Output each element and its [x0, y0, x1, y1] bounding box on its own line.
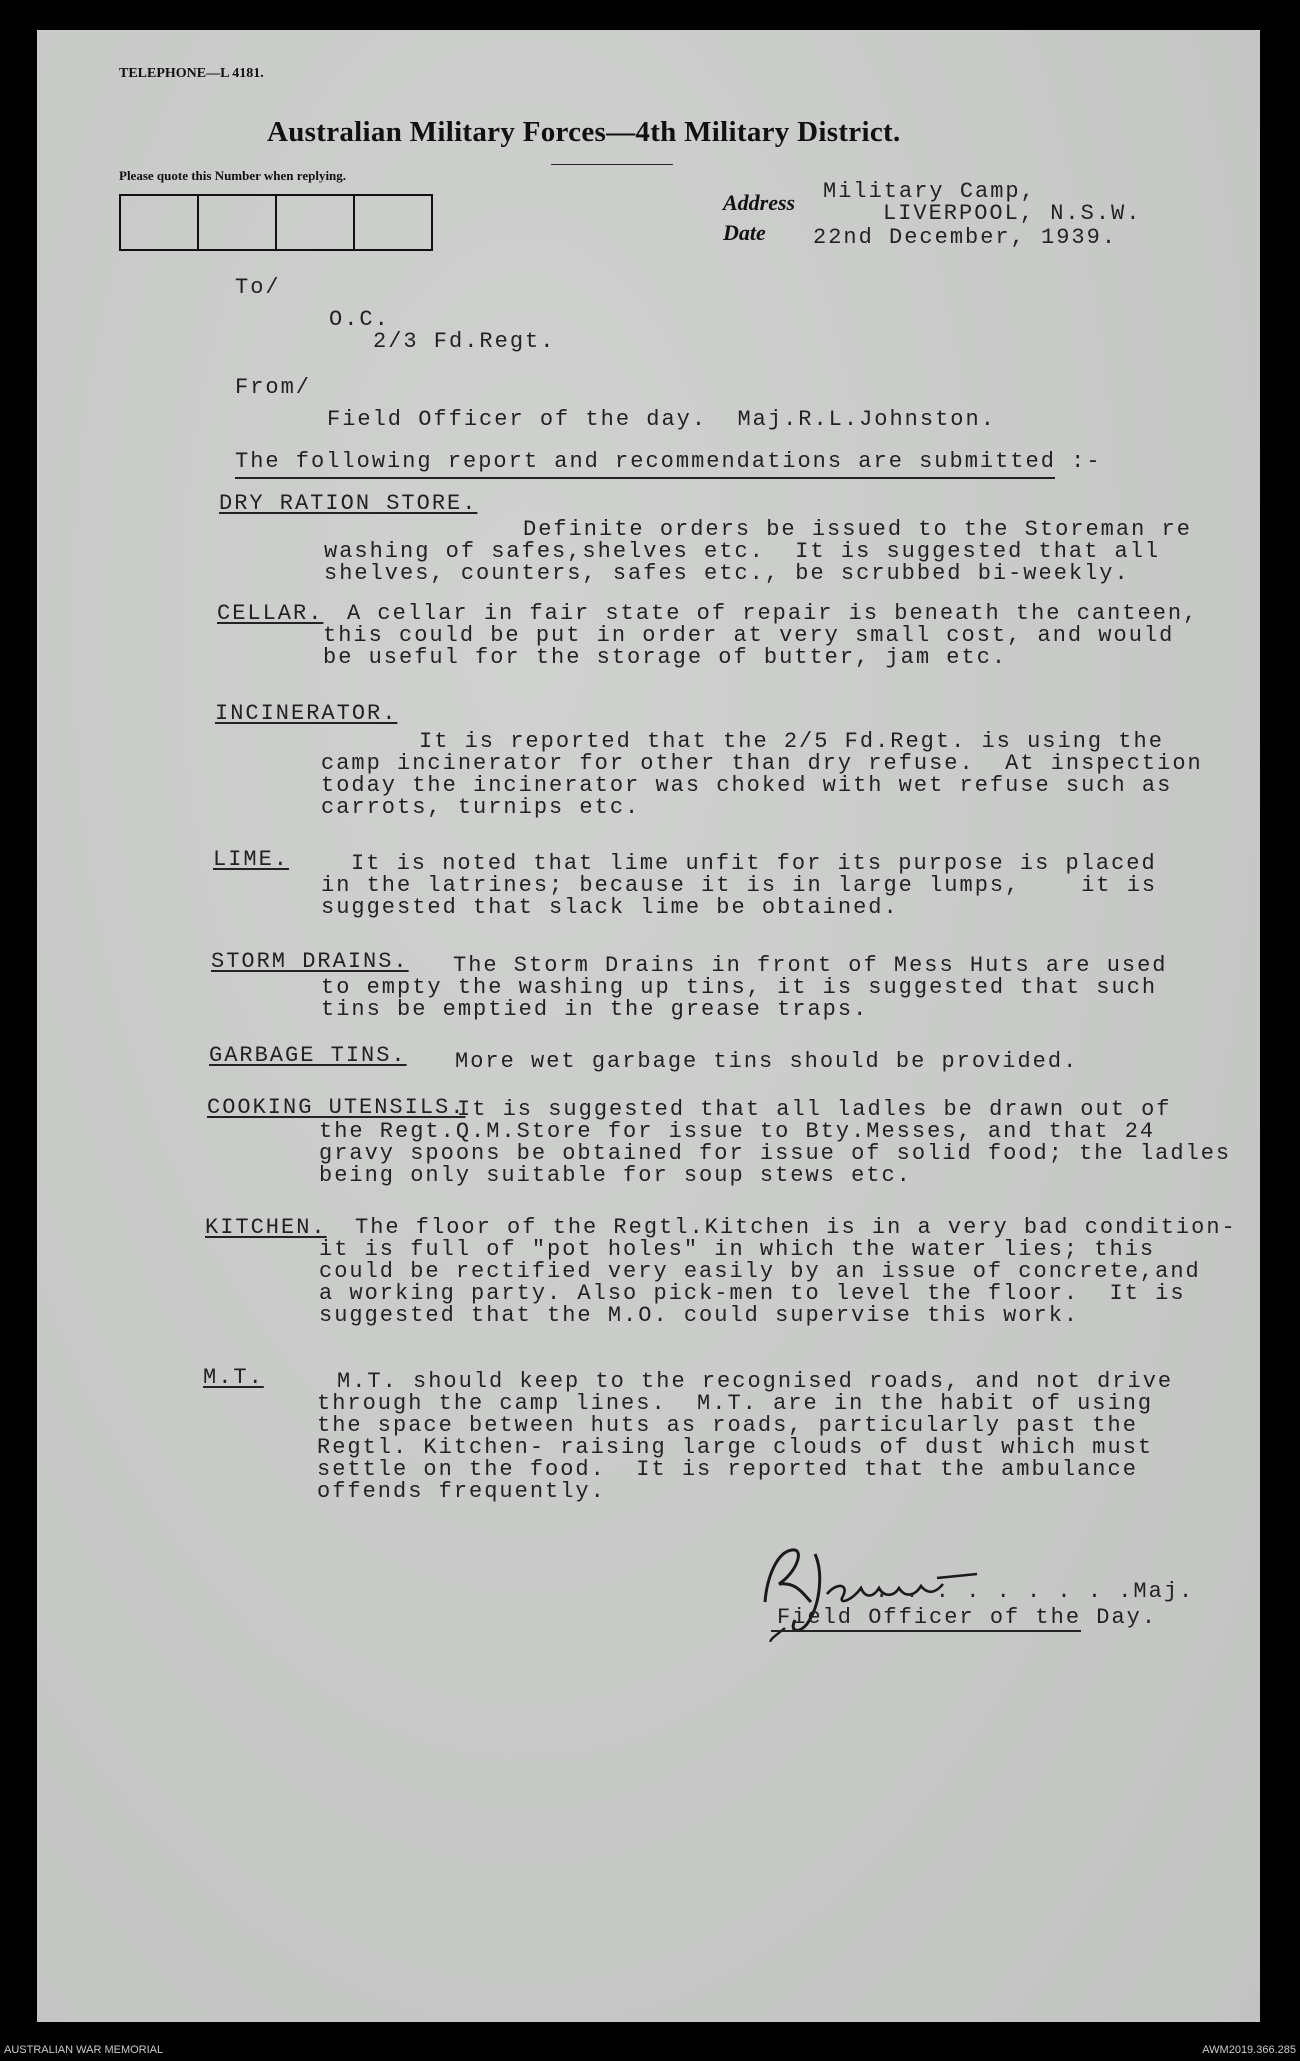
- address-line-2: LIVERPOOL, N.S.W.: [883, 201, 1142, 226]
- section-line: washing of safes,shelves etc. It is suggested that all: [324, 539, 1161, 564]
- section-line: offends frequently.: [317, 1479, 606, 1504]
- letterhead-title: Australian Military Forces—4th Military District.: [267, 116, 901, 148]
- intro-underline: [235, 477, 1055, 479]
- reference-cell: [121, 196, 199, 249]
- section-line: M.T. should keep to the recognised roads, and not drive: [337, 1369, 1174, 1394]
- section-line: it is full of "pot holes" in which the water lies; this: [319, 1237, 1156, 1262]
- section-heading: KITCHEN.: [205, 1215, 327, 1240]
- section-line: being only suitable for soup stews etc.: [319, 1163, 912, 1188]
- address-line-1: Military Camp,: [823, 179, 1036, 204]
- document-page: [37, 30, 1260, 2022]
- section-line: It is noted that lime unfit for its purpose is placed: [351, 851, 1157, 876]
- section-line: the space between huts as roads, particularly past the: [317, 1413, 1138, 1438]
- to-line-1: O.C.: [329, 307, 390, 332]
- signature-title: Field Officer of the Day.: [777, 1605, 1158, 1630]
- reference-number-box: [119, 194, 433, 251]
- section-line: It is suggested that all ladles be drawn out of: [457, 1097, 1172, 1122]
- section-line: gravy spoons be obtained for issue of solid food; the ladles: [319, 1141, 1232, 1166]
- reference-cell: [277, 196, 355, 249]
- reference-cell: [355, 196, 431, 249]
- section-line: shelves, counters, safes etc., be scrubbed bi-weekly.: [324, 561, 1130, 586]
- section-line: The floor of the Regtl.Kitchen is in a very bad condition-: [355, 1215, 1237, 1240]
- section-line: It is reported that the 2/5 Fd.Regt. is using the: [419, 729, 1164, 754]
- section-line: camp incinerator for other than dry refuse. At inspection: [321, 751, 1203, 776]
- footer-left: AUSTRALIAN WAR MEMORIAL: [4, 2044, 164, 2056]
- section-heading: M.T.: [203, 1365, 264, 1390]
- section-heading: INCINERATOR.: [215, 701, 398, 726]
- date-label: Date: [723, 220, 766, 245]
- section-line: suggested that slack lime be obtained.: [321, 895, 899, 920]
- intro-line: The following report and recommendations are submitted :-: [235, 449, 1102, 474]
- section-line: today the incinerator was choked with wet refuse such as: [321, 773, 1173, 798]
- section-line: The Storm Drains in front of Mess Huts are used: [453, 953, 1168, 978]
- section-heading: COOKING UTENSILS.: [207, 1095, 466, 1120]
- section-line: suggested that the M.O. could supervise this work.: [319, 1303, 1080, 1328]
- date-value: 22nd December, 1939.: [813, 225, 1118, 250]
- section-line: through the camp lines. M.T. are in the habit of using: [317, 1391, 1154, 1416]
- section-heading: LIME.: [213, 847, 290, 872]
- section-line: carrots, turnips etc.: [321, 795, 641, 820]
- section-line: settle on the food. It is reported that the ambulance: [317, 1457, 1138, 1482]
- to-label: To/: [235, 275, 281, 300]
- signature-dots-rank: . . . . . . . . .Maj.: [875, 1579, 1195, 1604]
- section-line: this could be put in order at very small cost, and would: [323, 623, 1175, 648]
- section-line: a working party. Also pick-men to level the floor. It is: [319, 1281, 1186, 1306]
- title-rule: [551, 164, 673, 165]
- reference-cell: [199, 196, 277, 249]
- section-line: A cellar in fair state of repair is beneath the canteen,: [347, 601, 1199, 626]
- to-line-2: 2/3 Fd.Regt.: [373, 329, 556, 354]
- telephone-line: TELEPHONE—L 4181.: [119, 66, 264, 81]
- section-line: to empty the washing up tins, it is suggested that such: [321, 975, 1158, 1000]
- section-line: the Regt.Q.M.Store for issue to Bty.Messes, and that 24: [319, 1119, 1156, 1144]
- section-heading: DRY RATION STORE.: [219, 491, 478, 516]
- signature-underline: [771, 1630, 1081, 1632]
- quote-note: Please quote this Number when replying.: [119, 168, 347, 183]
- section-line: be useful for the storage of butter, jam etc.: [323, 645, 1008, 670]
- address-label: Address: [723, 190, 796, 215]
- section-heading: STORM DRAINS.: [211, 949, 409, 974]
- section-line: More wet garbage tins should be provided.: [455, 1049, 1079, 1074]
- section-heading: CELLAR.: [217, 601, 324, 626]
- from-label: From/: [235, 375, 312, 400]
- section-line: Definite orders be issued to the Storeman re: [523, 517, 1192, 542]
- section-heading: GARBAGE TINS.: [209, 1043, 407, 1068]
- footer-right: AWM2019.366.285: [1202, 2044, 1296, 2056]
- section-line: in the latrines; because it is in large lumps, it is: [321, 873, 1158, 898]
- section-line: tins be emptied in the grease traps.: [321, 997, 869, 1022]
- from-line: Field Officer of the day. Maj.R.L.Johnston.: [327, 407, 996, 432]
- section-line: could be rectified very easily by an issue of concrete,and: [319, 1259, 1201, 1284]
- section-line: Regtl. Kitchen- raising large clouds of dust which must: [317, 1435, 1154, 1460]
